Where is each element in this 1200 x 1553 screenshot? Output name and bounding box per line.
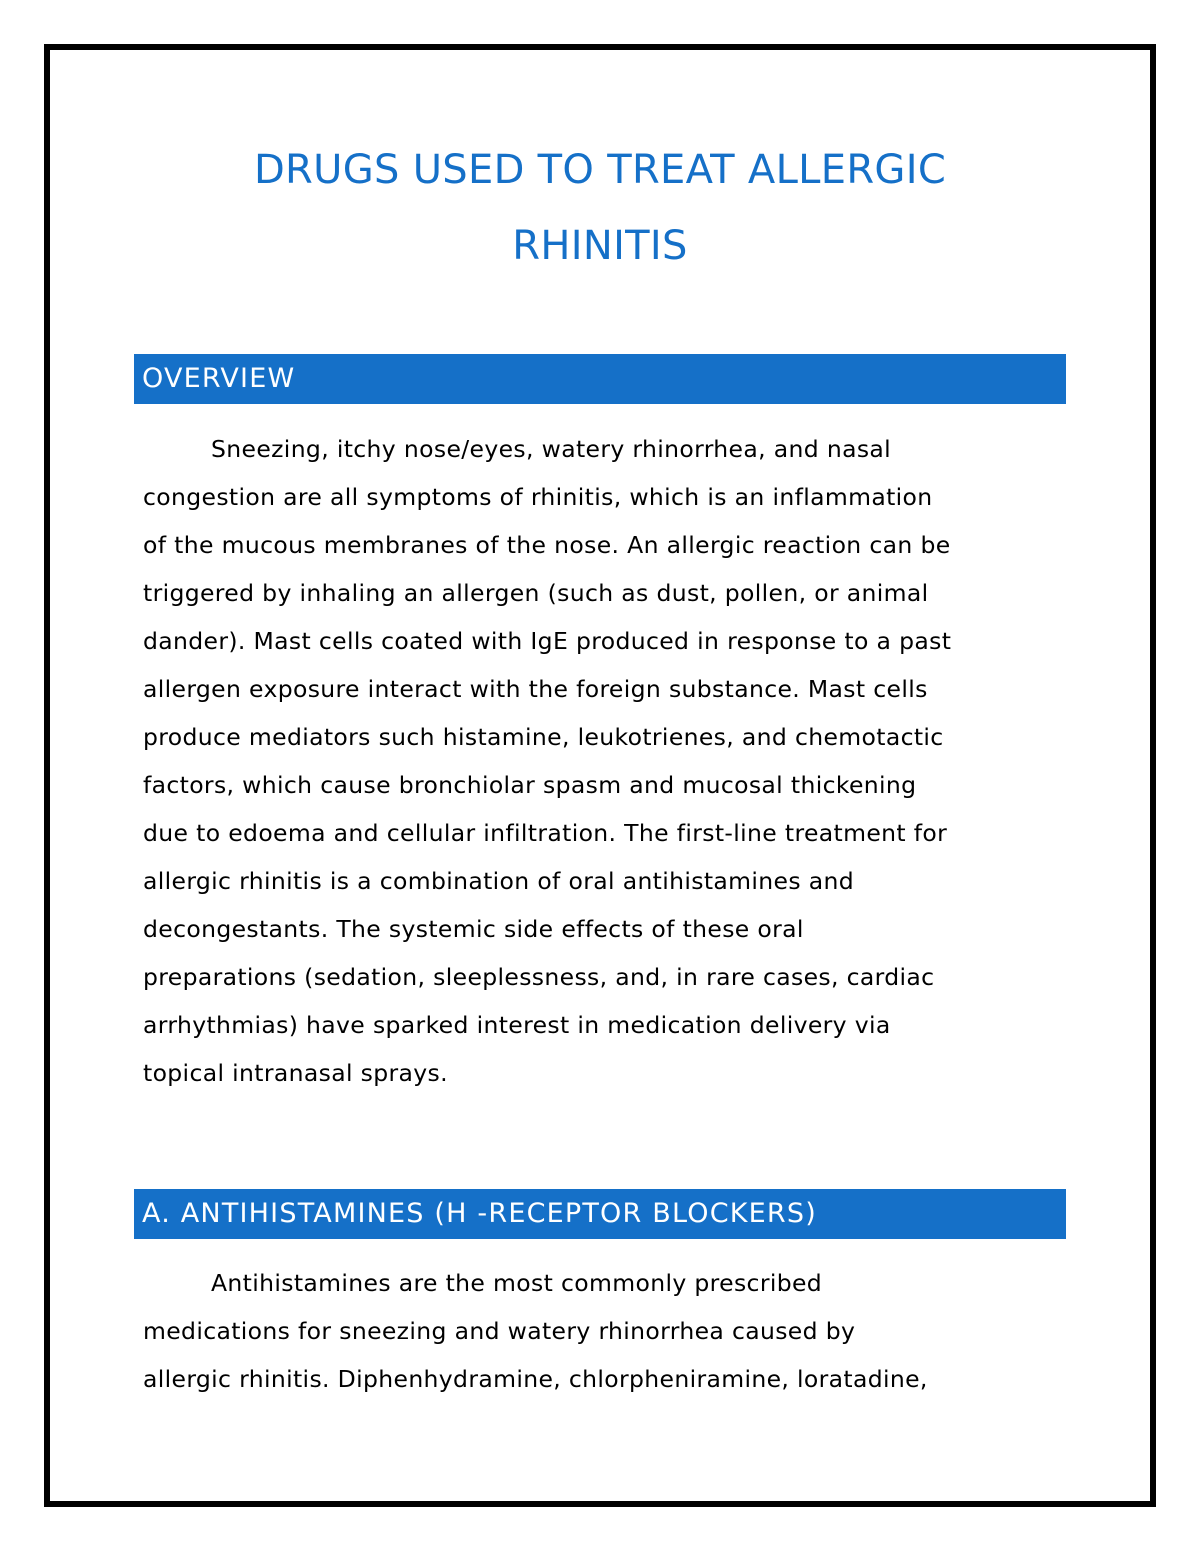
paragraph-line: allergic rhinitis is a combination of oral antihistamines and — [143, 867, 855, 895]
paragraph-line: produce mediators such histamine, leukotrienes, and chemotactic — [143, 723, 944, 751]
overview-paragraph — [143, 425, 1068, 1097]
paragraph-line: Sneezing, itchy nose/eyes, watery rhinorrhea, and nasal — [211, 435, 892, 463]
paragraph-line: dander). Mast cells coated with IgE produced in response to a past — [143, 627, 952, 655]
paragraph-line: medications for sneezing and watery rhinorrhea caused by — [143, 1317, 856, 1345]
paragraph-line: allergen exposure interact with the foreign substance. Mast cells — [143, 675, 928, 703]
paragraph-line: congestion are all symptoms of rhinitis, which is an inflammation — [143, 483, 933, 511]
title-line-1: DRUGS USED TO TREAT ALLERGIC — [253, 147, 947, 193]
paragraph-line: triggered by inhaling an allergen (such as dust, pollen, or animal — [143, 579, 929, 607]
paragraph-line: topical intranasal sprays. — [143, 1059, 448, 1087]
paragraph-line: allergic rhinitis. Diphenhydramine, chlorpheniramine, loratadine, — [143, 1365, 928, 1393]
paragraph-line: preparations (sedation, sleeplessness, and, in rare cases, cardiac — [143, 963, 935, 991]
paragraph-line: factors, which cause bronchiolar spasm and mucosal thickening — [143, 771, 917, 799]
paragraph-line: decongestants. The systemic side effects of these oral — [143, 915, 804, 943]
title-line-2: RHINITIS — [512, 223, 688, 269]
paragraph-line: of the mucous membranes of the nose. An allergic reaction can be — [143, 531, 951, 559]
document-title — [134, 132, 1066, 284]
section-heading-antihistamines: A. ANTIHISTAMINES (H -RECEPTOR BLOCKERS) — [134, 1189, 1066, 1239]
paragraph-line: arrhythmias) have sparked interest in medication delivery via — [143, 1011, 891, 1039]
paragraph-line: Antihistamines are the most commonly prescribed — [211, 1269, 823, 1297]
section-heading-overview: OVERVIEW — [134, 354, 1066, 404]
paragraph-line: due to edoema and cellular infiltration. The first-line treatment for — [143, 819, 948, 847]
antihistamines-paragraph — [143, 1259, 1068, 1403]
